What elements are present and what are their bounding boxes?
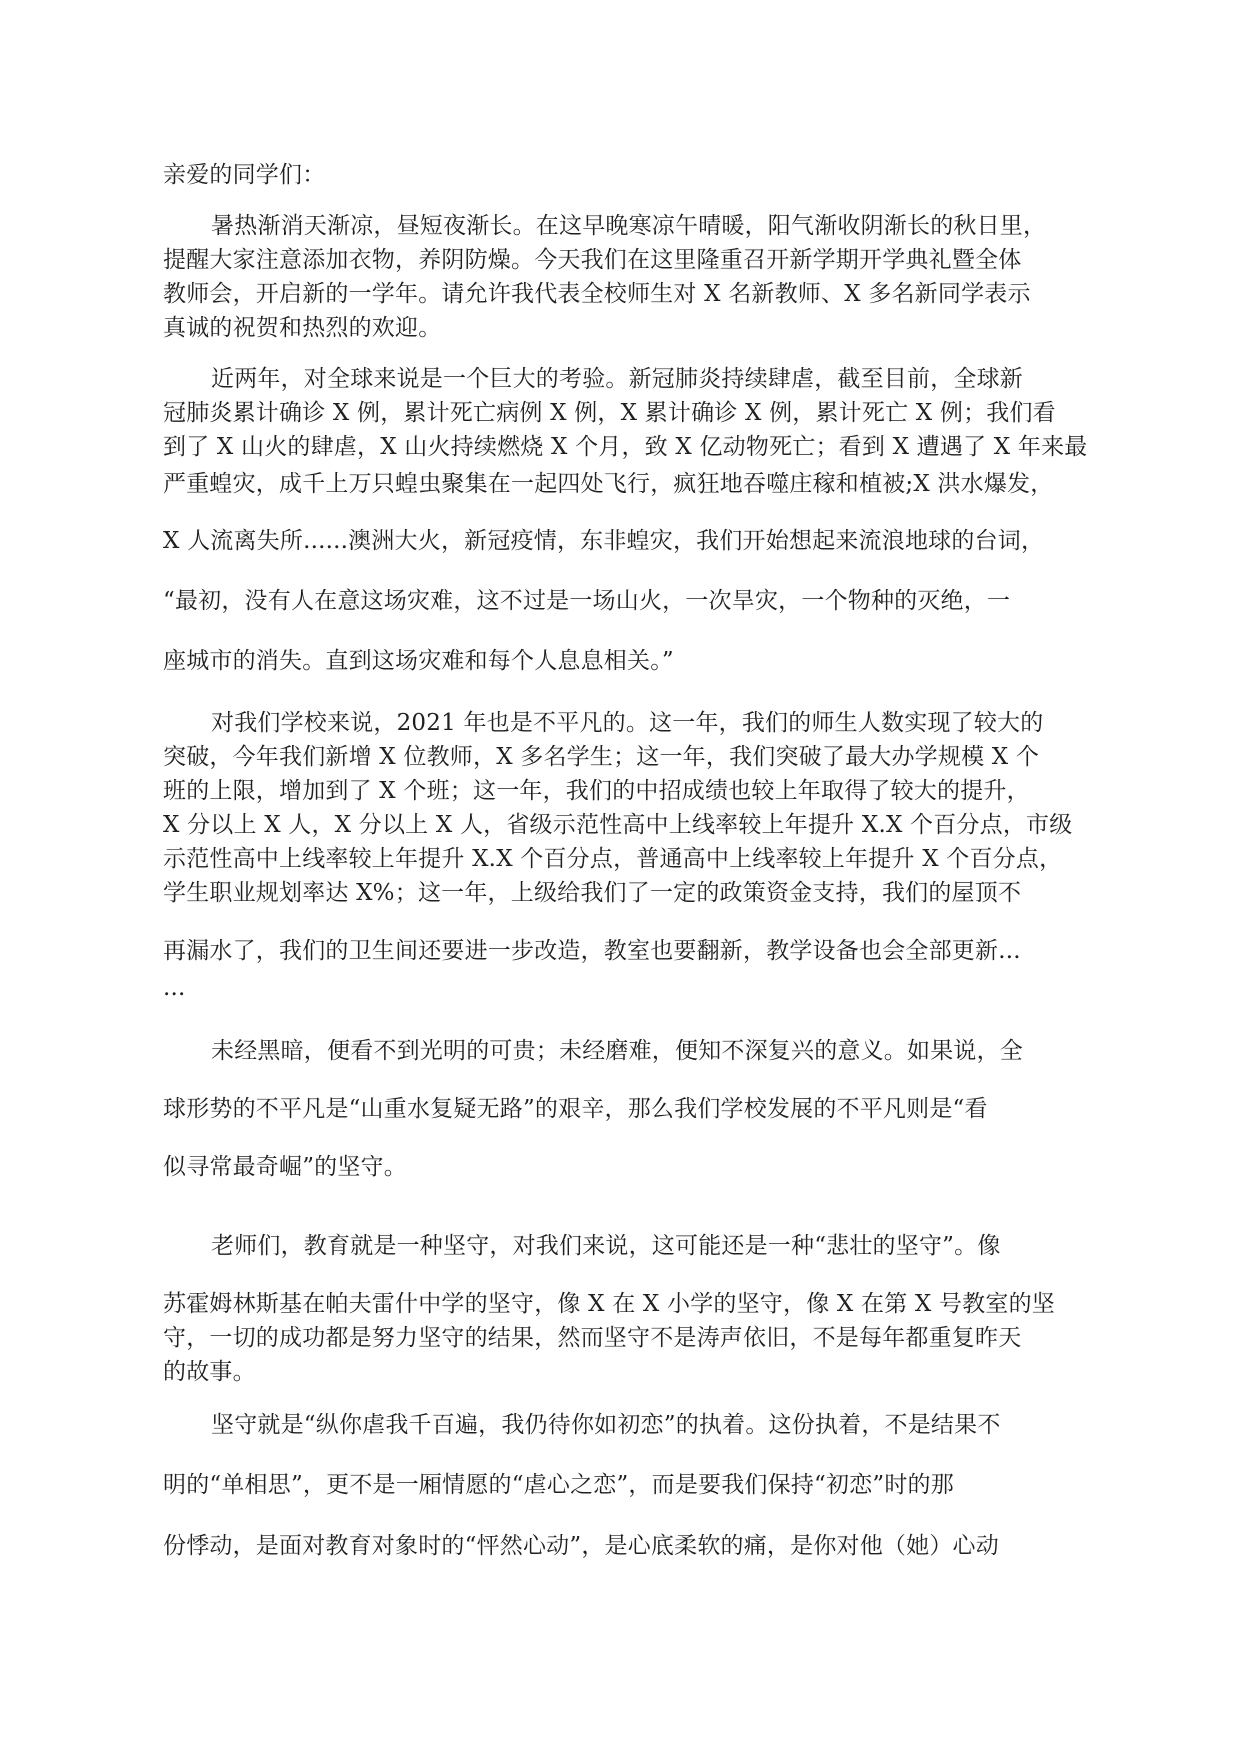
paragraph-3-line-2: 突破，今年我们新增 X 位教师，X 多名学生；这一年，我们突破了最大办学规模 X 个 (163, 744, 1040, 770)
paragraph-4-line-2: 球形势的不平凡是“山重水复疑无路”的艰辛，那么我们学校发展的不平凡则是“看 (163, 1096, 988, 1122)
paragraph-3-line-5: 示范性高中上线率较上年提升 X.X 个百分点，普通高中上线率较上年提升 X 个百分点， (163, 846, 1063, 872)
paragraph-2-line-1: 近两年，对全球来说是一个巨大的考验。新冠肺炎持续肆虐，截至目前，全球新 (211, 366, 1023, 392)
paragraph-1-line-1: 暑热渐消天渐凉，昼短夜渐长。在这早晚寒凉午晴暖，阳气渐收阴渐长的秋日里， (211, 213, 1047, 239)
paragraph-4-line-3: 似寻常最奇崛”的坚守。 (163, 1154, 407, 1180)
paragraph-3-line-7: 再漏水了，我们的卫生间还要进一步改造，教室也要翻新，教学设备也会全部更新... (163, 938, 1021, 964)
paragraph-2-line-3: 到了 X 山火的肆虐，X 山火持续燃烧 X 个月，致 X 亿动物死亡；看到 X 遭遇了 X 年来最 (163, 434, 1088, 460)
paragraph-4-line-1: 未经黑暗，便看不到光明的可贵；未经磨难，便知不深复兴的意义。如果说，全 (211, 1038, 1023, 1064)
paragraph-6-line-2: 明的“单相思”，更不是一厢情愿的“虐心之恋”，而是要我们保持“初恋”时的那 (163, 1472, 954, 1498)
paragraph-6-line-1: 坚守就是“纵你虐我千百遍，我仍待你如初恋”的执着。这份执着，不是结果不 (211, 1412, 1001, 1438)
paragraph-5-line-2: 苏霍姆林斯基在帕夫雷什中学的坚守，像 X 在 X 小学的坚守，像 X 在第 X 号教室的坚 (163, 1291, 1055, 1317)
paragraph-5-line-3: 守，一切的成功都是努力坚守的结果，然而坚守不是涛声依旧，不是每年都重复昨天 (163, 1325, 1022, 1351)
paragraph-1-line-3: 教师会，开启新的一学年。请允许我代表全校师生对 X 名新教师、X 多名新同学表示 (163, 281, 1031, 307)
paragraph-1-line-2: 提醒大家注意添加衣物，养阴防燥。今天我们在这里隆重召开新学期开学典礼暨全体 (163, 247, 1022, 273)
paragraph-1-line-4: 真诚的祝贺和热烈的欢迎。 (163, 315, 442, 341)
paragraph-5-line-4: 的故事。 (163, 1359, 256, 1385)
paragraph-3-line-1: 对我们学校来说，2021 年也是不平凡的。这一年，我们的师生人数实现了较大的 (211, 710, 1044, 736)
paragraph-2-line-4: 严重蝗灾，成千上万只蝗虫聚集在一起四处飞行，疯狂地吞噬庄稼和植被;X 洪水爆发， (163, 471, 1054, 497)
paragraph-3-line-3: 班的上限，增加到了 X 个班；这一年，我们的中招成绩也较上年取得了较大的提升， (163, 778, 1030, 804)
paragraph-2-line-6: “最初，没有人在意这场灾难，这不过是一场山火，一次旱灾，一个物种的灭绝，一 (163, 588, 1011, 614)
paragraph-5-line-1: 老师们，教育就是一种坚守，对我们来说，这可能还是一种“悲壮的坚守”。像 (211, 1233, 1001, 1259)
paragraph-6-line-3: 份悸动，是面对教育对象时的“怦然心动”，是心底柔软的痛，是你对他（她）心动 (163, 1533, 999, 1559)
paragraph-3-line-6: 学生职业规划率达 X%；这一年，上级给我们了一定的政策资金支持，我们的屋顶不 (163, 880, 1022, 906)
paragraph-3-line-8: ... (163, 975, 186, 1001)
paragraph-2-line-2: 冠肺炎累计确诊 X 例，累计死亡病例 X 例，X 累计确诊 X 例，累计死亡 X 例；我们看 (163, 400, 1056, 426)
salutation: 亲爱的同学们： (163, 162, 326, 188)
paragraph-2-line-5: X 人流离失所......澳洲大火，新冠疫情，东非蝗灾，我们开始想起来流浪地球的台词， (163, 528, 1045, 554)
paragraph-2-line-7: 座城市的消失。直到这场灾难和每个人息息相关。” (163, 648, 674, 674)
paragraph-3-line-4: X 分以上 X 人，X 分以上 X 人，省级示范性高中上线率较上年提升 X.X 个百分点，市级 (163, 812, 1073, 838)
